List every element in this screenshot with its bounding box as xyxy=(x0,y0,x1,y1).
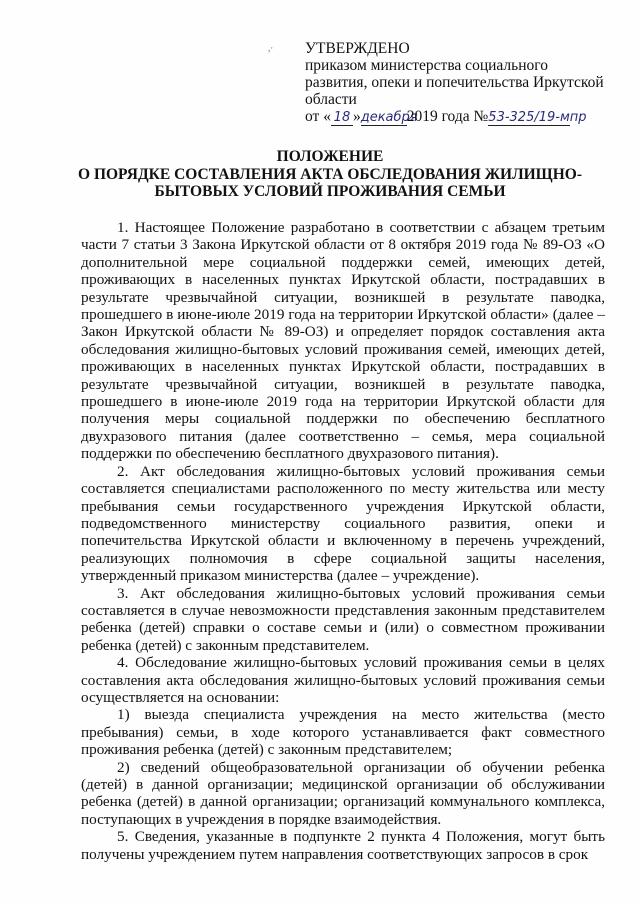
scan-mark: ,· xyxy=(268,43,274,53)
approval-order-line: приказом министерства социального xyxy=(305,57,548,74)
document-title xyxy=(60,148,600,201)
date-quote-close: » xyxy=(352,108,361,125)
paragraph-5: 5. Сведения, указанные в подпункте 2 пункта 4 Положения, могут быть получены учреждением путем направления соответствующих запросов в срок xyxy=(81,828,605,863)
title-line-2: О ПОРЯДКЕ СОСТАВЛЕНИЯ АКТА ОБСЛЕДОВАНИЯ ЖИЛИЩНО- xyxy=(78,165,582,183)
paragraph-3: 3. Акт обследования жилищно-бытовых условий проживания семьи составляется в случае невозможности представления законным представителем ребенка (детей) справки о составе семьи и (или) о совместном проживании ребенка (детей) с законным представителем. xyxy=(81,584,605,654)
paragraph-4-sub-1: 1) выезда специалиста учреждения на место жительства (место пребывания) семьи, в ходе которого устанавливается факт совместного проживания ребенка (детей) с законным представителем; xyxy=(81,706,605,759)
handwritten-month: декабря xyxy=(360,110,418,125)
document-body xyxy=(81,219,605,863)
approval-stamp-block xyxy=(305,40,610,126)
handwritten-day: 18 xyxy=(331,111,353,126)
approval-ministry-line: развития, опеки и попечительства Иркутской xyxy=(305,74,604,91)
approval-heading: УТВЕРЖДЕНО xyxy=(305,40,410,57)
paragraph-2: 2. Акт обследования жилищно-бытовых условий проживания семьи составляется специалистами расположенного по месту жительства или месту пребывания семьи государственного учреждения Иркутской области, подведомственного министерству социального развития, опеки и попечительства Иркутской области и включенному в перечень учреждений, реализующих полномочия в сфере социальной защиты населения, утвержденный приказом министерства (далее – учреждение). xyxy=(81,462,605,585)
paragraph-4: 4. Обследование жилищно-бытовых условий проживания семьи в целях составления акта обследования жилищно-бытовых условий проживания семьи осуществляется на основании: xyxy=(81,654,605,706)
handwritten-order-number: 53-325/19-мпр xyxy=(488,110,587,125)
approval-region-line: области xyxy=(305,91,357,108)
date-prefix: от « xyxy=(305,108,331,125)
date-year: 2019 года № xyxy=(406,108,489,125)
approval-date-line xyxy=(305,108,610,126)
title-line-3: БЫТОВЫХ УСЛОВИЙ ПРОЖИВАНИЯ СЕМЬИ xyxy=(154,183,506,200)
title-line-1: ПОЛОЖЕНИЕ xyxy=(276,148,384,165)
paragraph-1: 1. Настоящее Положение разработано в соответствии с абзацем третьим части 7 статьи 3 Закона Иркутской области от 8 октября 2019 года № 89-ОЗ «О дополнительной мере социальной поддержки семей, имеющих детей, проживающих в населенных пунктах Иркутской области, пострадавших в результате чрезвычайной ситуации, возникшей в результате паводка, прошедшего в июне-июле 2019 года на территории Иркутской области» (далее – Закон Иркутской области № 89-ОЗ) и определяет порядок составления акта обследования жилищно-бытовых условий проживания семей, имеющих детей, проживающих в населенных пунктах Иркутской области, пострадавших в результате чрезвычайной ситуации, возникшей в результате паводка, прошедшего в июне-июле 2019 года на территории Иркутской области для получения меры социальной поддержки по обеспечению бесплатного двухразового питания (далее соответственно – семья, мера социальной поддержки по обеспечению бесплатного двухразового питания). xyxy=(81,219,605,463)
paragraph-4-sub-2: 2) сведений общеобразовательной организации об обучении ребенка (детей) в данной организации; медицинской организации об обслуживании ребенка (детей) в данной организации; организаций коммунального комплекса, поступающих в учреждения в порядке взаимодействия. xyxy=(81,758,605,828)
